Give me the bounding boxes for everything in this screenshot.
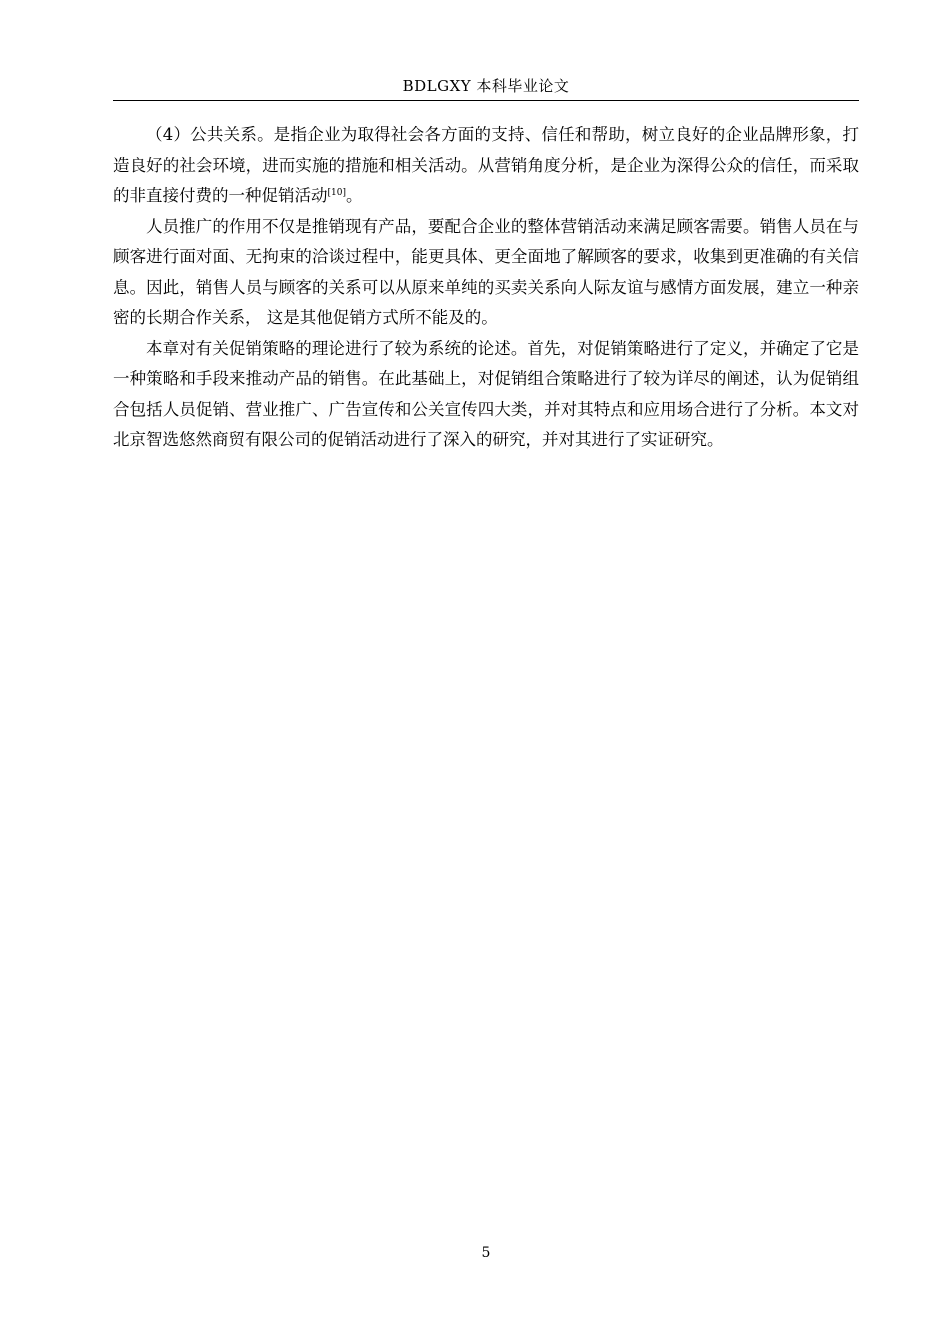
citation-ref: [10] — [327, 188, 346, 198]
paragraph-text: （4）公共关系。是指企业为取得社会各方面的支持、信任和帮助，树立良好的企业品牌形象，打造良好的社会环境，进而实施的措施和相关活动。从营销角度分析，是企业为深得公众的信任，而采取的非直接付费的一种促销活动 — [113, 125, 859, 205]
paragraph-personal-selling: 人员推广的作用不仅是推销现有产品，要配合企业的整体营销活动来满足顾客需要。销售人员在与顾客进行面对面、无拘束的洽谈过程中，能更具体、更全面地了解顾客的要求，收集到更准确的有关信息。因此，销售人员与顾客的关系可以从原来单纯的买卖关系向人际友谊与感情方面发展，建立一种亲密的长期合作关系， 这是其他促销方式所不能及的。 — [113, 216, 859, 327]
paragraph-chapter-summary: 本章对有关促销策略的理论进行了较为系统的论述。首先，对促销策略进行了定义，并确定了它是一种策略和手段来推动产品的销售。在此基础上，对促销组合策略进行了较为详尽的阐述，认为促销组合包括人员促销、营业推广、广告宣传和公关宣传四大类，并对其特点和应用场合进行了分析。本文对北京智选悠然商贸有限公司的促销活动进行了深入的研究，并对其进行了实证研究。 — [113, 338, 859, 449]
header-rule — [113, 100, 859, 101]
running-header: BDLGXY 本科毕业论文 — [402, 77, 570, 95]
page-number: 5 — [481, 1245, 491, 1261]
paragraph-end: 。 — [345, 186, 363, 205]
paragraph-public-relations — [113, 120, 859, 212]
body-text — [113, 120, 859, 456]
